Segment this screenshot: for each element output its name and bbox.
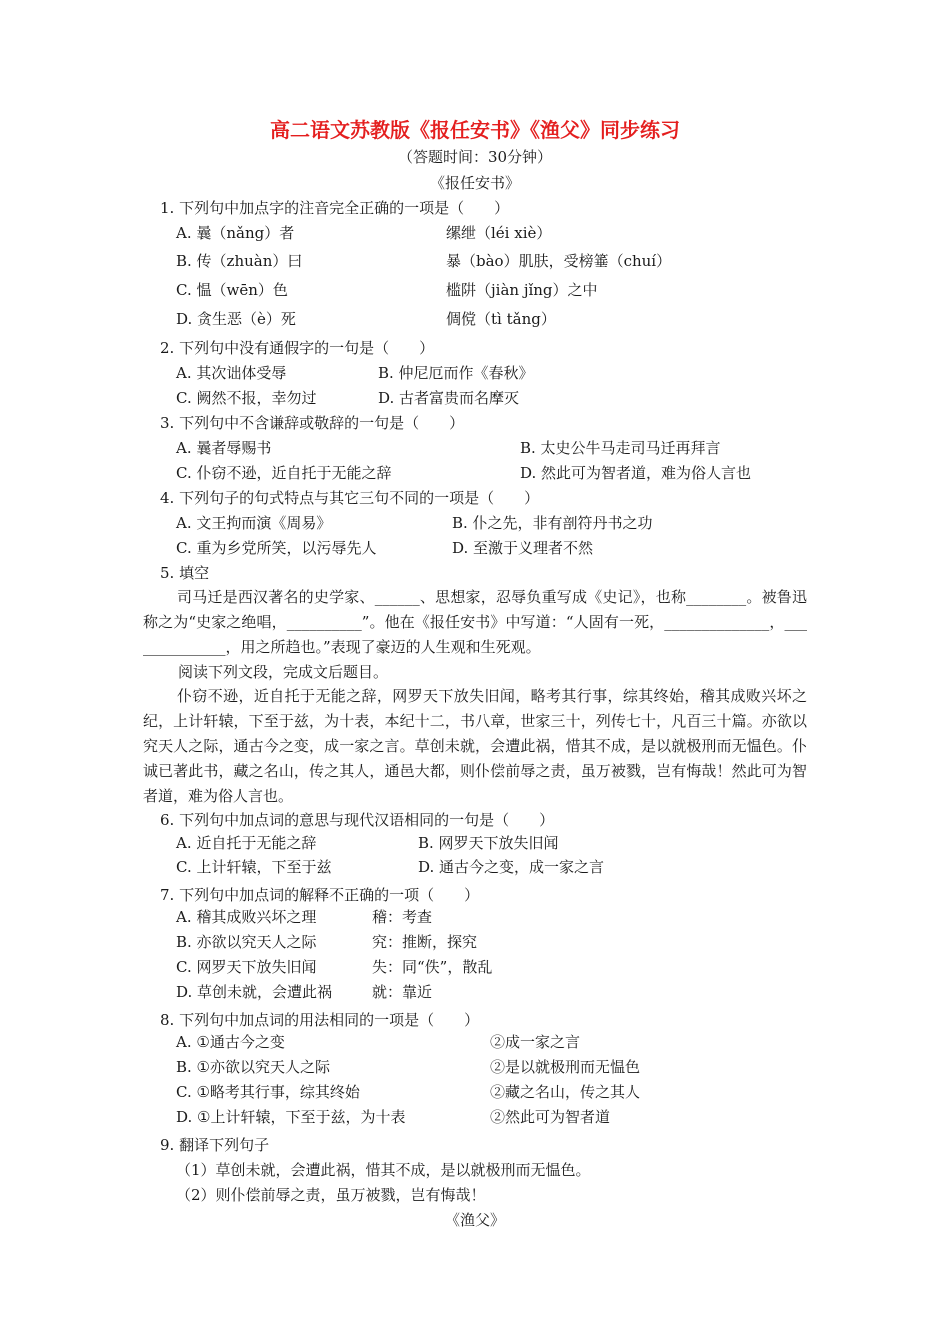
q8-option-a-2: ②成一家之言 <box>490 1033 581 1051</box>
q1-option-d-2: 倜傥（tì tǎng） <box>446 310 556 328</box>
q6-option-a: A. 近自托于无能之辞 <box>176 834 317 852</box>
q5-stem: 5. 填空 <box>160 564 210 582</box>
q8-option-b-2: ②是以就极刑而无愠色 <box>490 1058 641 1076</box>
reading-passage: 仆窃不逊，近自托于无能之辞，网罗天下放失旧闻，略考其行事，综其终始，稽其成败兴坏之纪，上计轩辕，下至于兹，为十表，本纪十二，书八章，世家三十，列传七十，凡百三十篇。亦欲以究天人之际，通古今之变，成一家之言。草创未就，会遭此祸，惜其不成，是以就极刑而无愠色。仆诚已著此书，藏之名山，传之其人，通邑大都，则仆偿前辱之责，虽万被戮，岂有悔哉！然此可为智者道，难为俗人言也。 <box>143 687 807 805</box>
q7-option-c-gloss: 失：同“佚”，散乱 <box>372 958 493 976</box>
q3-option-d: D. 然此可为智者道，难为俗人言也 <box>520 464 752 482</box>
q4-option-c: C. 重为乡党所笑，以污辱先人 <box>176 539 377 557</box>
q1-option-d: D. 贪生恶（è）死 <box>176 310 296 328</box>
q2-option-a: A. 其次诎体受辱 <box>176 364 287 382</box>
q1-option-b: B. 传（zhuàn）曰 <box>176 252 303 270</box>
q7-option-d: D. 草创未就，会遭此祸 <box>176 983 333 1001</box>
q8-option-c: C. ①略考其行事，综其终始 <box>176 1083 360 1101</box>
page-title: 高二语文苏教版《报任安书》《渔父》同步练习 <box>270 118 680 142</box>
q8-option-b: B. ①亦欲以究天人之际 <box>176 1058 331 1076</box>
q2-option-b: B. 仲尼厄而作《春秋》 <box>378 364 534 382</box>
q8-option-d: D. ①上计轩辕，下至于兹，为十表 <box>176 1108 406 1126</box>
q1-option-c-2: 槛阱（jiàn jǐng）之中 <box>446 281 598 299</box>
q2-option-c: C. 阙然不报，幸勿过 <box>176 389 317 407</box>
q3-option-b: B. 太史公牛马走司马迁再拜言 <box>520 439 721 457</box>
q1-option-a: A. 曩（nǎng）者 <box>176 224 295 242</box>
q7-option-b: B. 亦欲以究天人之际 <box>176 933 317 951</box>
q4-option-b: B. 仆之先，非有剖符丹书之功 <box>452 514 653 532</box>
time-note: （答题时间：30分钟） <box>397 148 553 166</box>
q6-option-c: C. 上计轩辕，下至于兹 <box>176 858 332 876</box>
q1-option-c: C. 愠（wēn）色 <box>176 281 288 299</box>
q7-option-a-gloss: 稽：考查 <box>372 908 433 926</box>
q3-option-a: A. 曩者辱赐书 <box>176 439 272 457</box>
q8-option-a: A. ①通古今之变 <box>176 1033 285 1051</box>
reading-intro: 阅读下列文段，完成文后题目。 <box>178 663 389 681</box>
q9-sentence-1: （1）草创未就，会遭此祸，惜其不成，是以就极刑而无愠色。 <box>176 1161 591 1179</box>
q4-option-d: D. 至激于义理者不然 <box>452 539 594 557</box>
q6-stem: 6. 下列句中加点词的意思与现代汉语相同的一句是（ ） <box>160 811 555 829</box>
q7-option-d-gloss: 就：靠近 <box>372 983 433 1001</box>
q4-stem: 4. 下列句子的句式特点与其它三句不同的一项是（ ） <box>160 489 540 507</box>
q8-option-c-2: ②藏之名山，传之其人 <box>490 1083 641 1101</box>
q3-stem: 3. 下列句中不含谦辞或敬辞的一句是（ ） <box>160 414 465 432</box>
q5-fill-text: 司马迁是西汉著名的史学家、______、思想家，忍辱负重写成《史记》，也称________。被鲁迅称之为“史家之绝唱，__________”。他在《报任安书》中写道：“人固有一死，______________，______________，用之所趋也。”表现了豪迈的人生观和生死观。 <box>143 588 807 656</box>
section-heading-1: 《报任安书》 <box>429 174 520 192</box>
q9-sentence-2: （2）则仆偿前辱之责，虽万被戮，岂有悔哉！ <box>176 1186 486 1204</box>
q6-option-d: D. 通古今之变，成一家之言 <box>418 858 605 876</box>
q6-option-b: B. 网罗天下放失旧闻 <box>418 834 559 852</box>
q1-option-b-2: 暴（bào）肌肤，受榜箠（chuí） <box>446 252 672 270</box>
section-heading-2: 《渔父》 <box>444 1211 505 1229</box>
q2-option-d: D. 古者富贵而名摩灭 <box>378 389 520 407</box>
q1-option-a-2: 缧绁（léi xiè） <box>446 224 552 242</box>
q1-stem: 1. 下列句中加点字的注音完全正确的一项是（ ） <box>160 199 510 217</box>
q8-option-d-2: ②然此可为智者道 <box>490 1108 611 1126</box>
q8-stem: 8. 下列句中加点词的用法相同的一项是（ ） <box>160 1011 480 1029</box>
q2-stem: 2. 下列句中没有通假字的一句是（ ） <box>160 339 435 357</box>
q3-option-c: C. 仆窃不逊，近自托于无能之辞 <box>176 464 392 482</box>
q7-option-b-gloss: 究：推断，探究 <box>372 933 478 951</box>
q7-stem: 7. 下列句中加点词的解释不正确的一项（ ） <box>160 886 480 904</box>
q4-option-a: A. 文王拘而演《周易》 <box>176 514 332 532</box>
q7-option-c: C. 网罗天下放失旧闻 <box>176 958 317 976</box>
q7-option-a: A. 稽其成败兴坏之理 <box>176 908 317 926</box>
q9-stem: 9. 翻译下列句子 <box>160 1136 270 1154</box>
